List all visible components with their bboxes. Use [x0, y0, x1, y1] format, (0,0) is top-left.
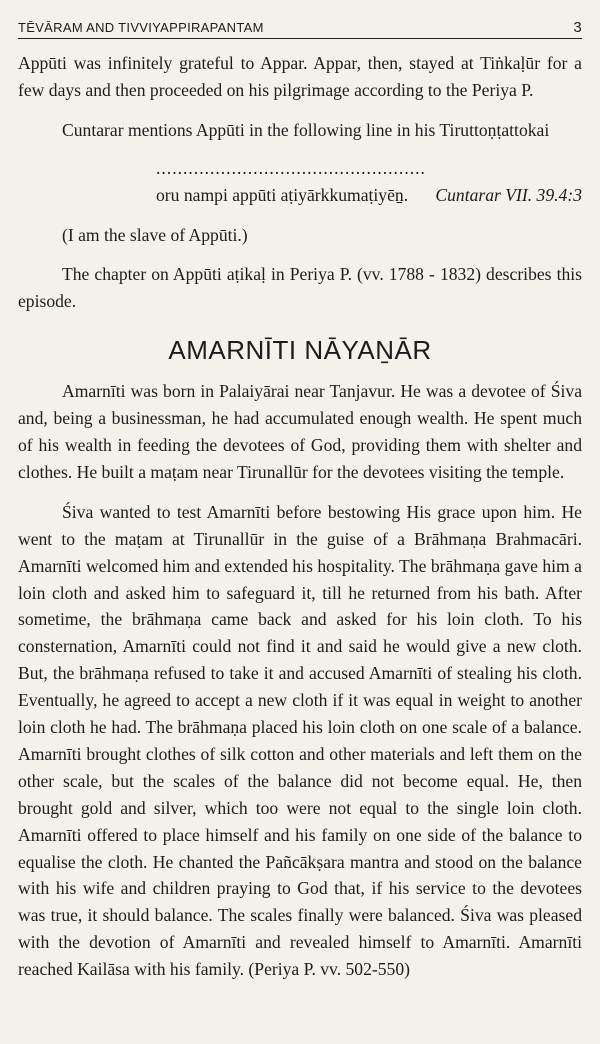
- page-header: [18, 14, 582, 39]
- verse-ellipsis: ..................................................: [156, 157, 426, 178]
- section-heading: AMARNĪTI NĀYAṈĀR: [168, 335, 432, 366]
- paragraph-periya-reference: The chapter on Appūti aṭikaḷ in Periya P. (vv. 1788 - 1832) describes this episode.: [18, 264, 582, 312]
- verse-citation: Cuntarar VII. 39.4:3: [435, 184, 582, 205]
- verse-line: oru nampi appūti aṭiyārkkumaṭiyēṉ.: [156, 184, 409, 205]
- paragraph-amarniti-intro: Amarnīti was born in Palaiyārai near Tanjavur. He was a devotee of Śiva and, being a businessman, he had accumulated enough wealth. He spent much of his wealth in feeding the devotees of God, providing them with shelter and clothes. He built a maṭam near Tirunallūr for the devotees visiting the temple.: [18, 381, 582, 482]
- paragraph-amarniti-story: Śiva wanted to test Amarnīti before bestowing His grace upon him. He went to the maṭam at Tirunallūr in the guise of a Brāhmaṇa Brahmacāri. Amarnīti welcomed him and extended his hospitality. The brāhmaṇa gave him a loin cloth and asked him to safeguard it, till he returned from his bath. After sometime, the brāhmaṇa came back and asked for his loin cloth. To his consternation, Amarnīti could not find it and said he would give a new cloth. But, the brāhmaṇa refused to take it and accused Amarnīti of stealing his cloth. Eventually, he agreed to accept a new cloth if it was equal in weight to another loin cloth he had. The brāhmaṇa placed his loin cloth on one scale of a balance. Amarnīti brought clothes of silk cotton and other materials and left them on the other scale, but the scales of the balance did not become equal. He, then brought gold and silver, which too were not equal to the single loin cloth. Amarnīti offered to place himself and his family on one side of the balance to equalise the cloth. He chanted the Pañcākṣara mantra and stood on the balance with his wife and children praying to God that, if his service to the devotees was true, it should balance. The scales finally were balanced. Śiva was pleased with the devotion of Amarnīti and revealed himself to Amarnīti. Amarnīti reached Kailāsa with his family. (Periya P. vv. 502-550): [18, 501, 582, 980]
- page-number: 3: [573, 19, 582, 36]
- paragraph-appar-pilgrimage: Appūti was infinitely grateful to Appar. Appar, then, stayed at Tiṅkaḷūr for a few days and then proceeded on his pilgrimage according to the Periya P.: [18, 53, 582, 100]
- running-title: TĒVĀRAM AND TIVVIYAPPIRAPANTAM: [18, 20, 264, 35]
- page-body: [18, 50, 582, 983]
- paragraph-cuntarar-mention: Cuntarar mentions Appūti in the following line in his Tiruttoṇṭattokai: [62, 119, 550, 140]
- verse-quote: [18, 182, 582, 209]
- verse-translation: (I am the slave of Appūti.): [62, 224, 248, 245]
